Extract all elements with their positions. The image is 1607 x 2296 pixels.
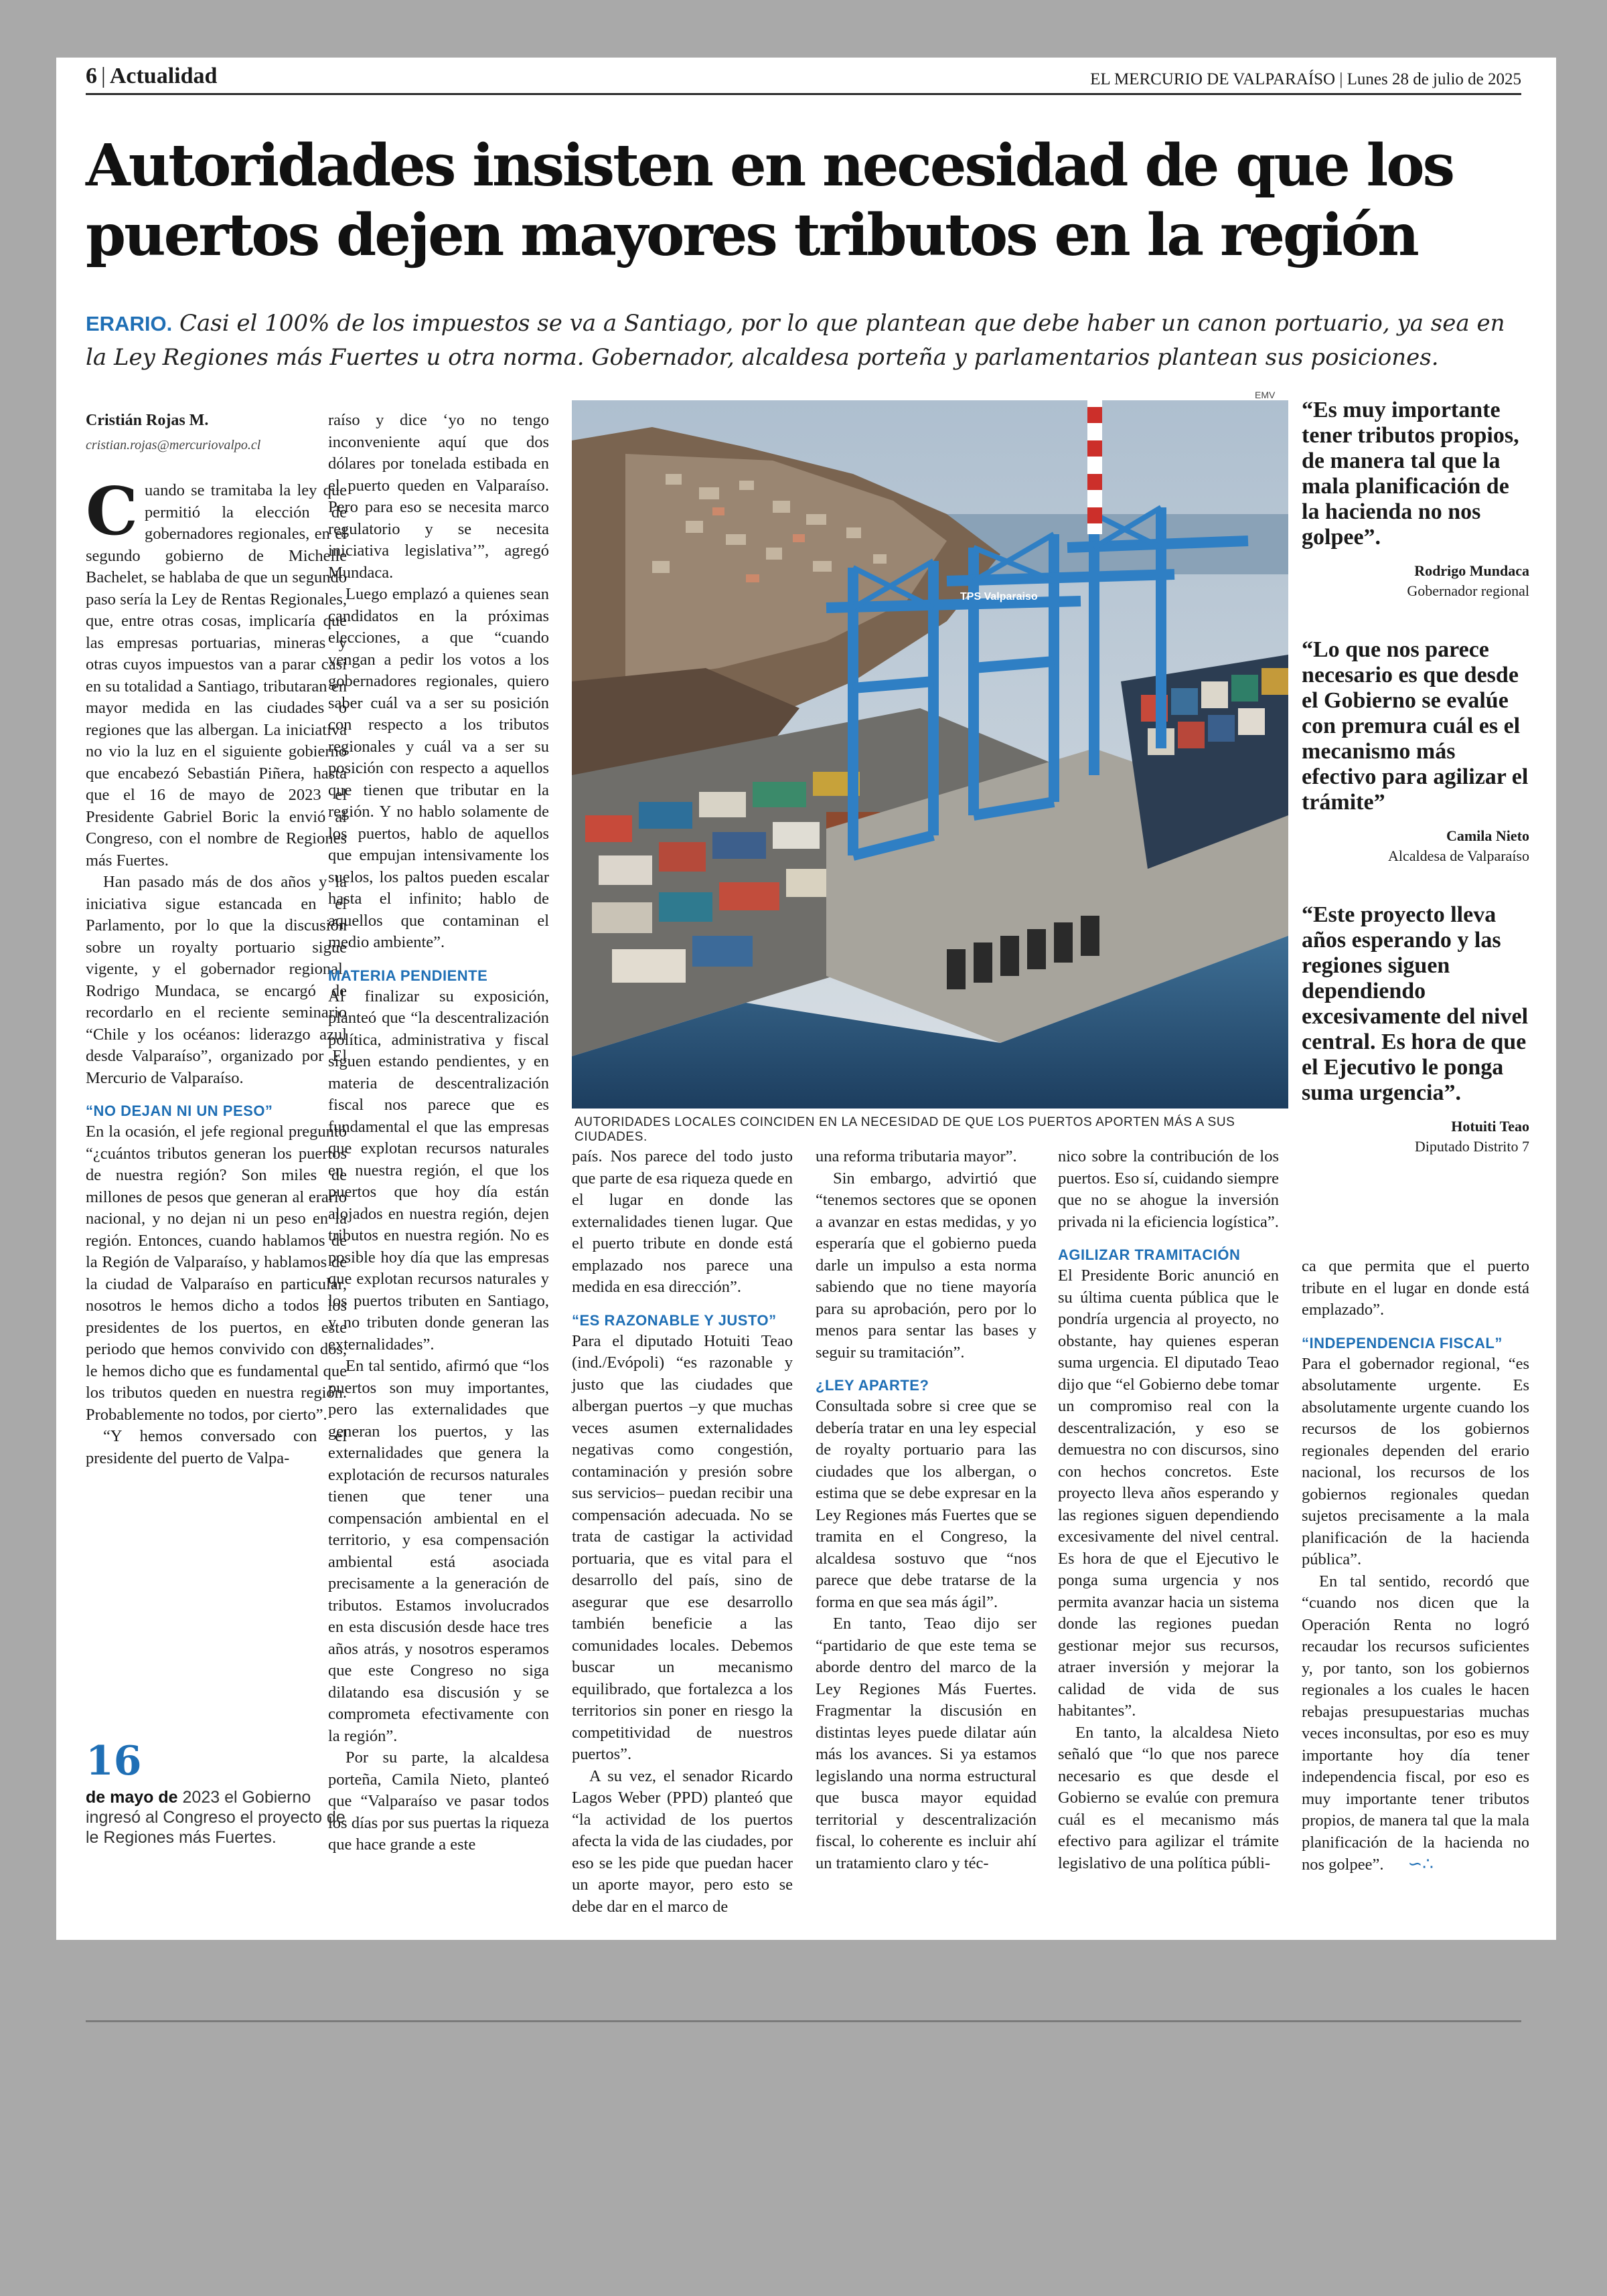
article-column-3 bbox=[572, 1146, 793, 1918]
paragraph: Cuando se tramitaba la ley que permitió la elección de gobernadores regionales, en el segundo gobierno de Michelle Bachelet, se hablaba de que un segundo paso sería la Ley de Rentas Regionales, que, entre otras cosas, implicaría que las empresas portuarias, mineras y otras cuyos impuestos van a parar casi en su totalidad a Santiago, tributaran en mayor medida en las ciudades o regiones que las albergan. La iniciativa no vio la luz en el siguiente gobierno que encabezó Sebastián Piñera, hasta que el 16 de mayo de 2023 el Presidente Gabriel Boric la envió al Congreso, con el nombre de Regiones más Fuertes. bbox=[86, 473, 347, 870]
paragraph: ca que permita que el puerto tribute en el lugar en donde está emplazado”. bbox=[1302, 1257, 1529, 1319]
article-column-6 bbox=[1302, 1256, 1529, 1876]
deck-kicker: ERARIO. bbox=[86, 312, 173, 335]
article-column-5 bbox=[1058, 1146, 1279, 1874]
page-header bbox=[86, 64, 1521, 95]
drop-cap: C bbox=[86, 473, 138, 550]
crane-lettering: TPS Valparaiso bbox=[960, 591, 1038, 602]
paragraph: Al finalizar su exposición, planteó que “la descentralización política, administrativa y fiscal siguen estando pendientes, y en materia de descentralización fiscal nos parece que es fundamental el que las empresas que explotan recursos naturales en nuestra región, el que los puertos que hoy día están alojados en nuestra región, dejen tributos en nuestra región. No es posible hoy día que las empresas que explotan recursos naturales y los puertos tributen en Santiago, y no tributen donde generan las externalidades”. bbox=[328, 987, 549, 1354]
quote-author: Camila Nieto bbox=[1446, 827, 1529, 844]
pull-quote bbox=[1302, 902, 1529, 1155]
paragraph: Para el gobernador regional, “es absolutamente urgente. Es absolutamente urgente cuando los recursos de los gobiernos regionales dependen del erario nacional, los recursos de los gobiernos regionales quedan sujetos precisamente a la mala planificación de la hacienda pública”. bbox=[1302, 1354, 1529, 1568]
port-illustration bbox=[572, 400, 1288, 1109]
paper-date: EL MERCURIO DE VALPARAÍSO | Lunes 28 de julio de 2025 bbox=[1090, 70, 1521, 88]
subheading: “ES RAZONABLE Y JUSTO” bbox=[572, 1311, 777, 1329]
subheading: AGILIZAR TRAMITACIÓN bbox=[1058, 1246, 1241, 1263]
end-of-article-icon: ∽∴ bbox=[1407, 1854, 1434, 1874]
deck-text: Casi el 100% de los impuestos se va a Santiago, por lo que plantean que debe haber un canon portuario, ya sea en la Ley Regiones más Fuertes u otra norma. Gobernador, alcaldesa porteña y parlamentarios plantean sus posiciones. bbox=[86, 310, 1505, 371]
quote-role: Alcaldesa de Valparaíso bbox=[1388, 847, 1529, 864]
chimney-stack bbox=[1087, 400, 1102, 534]
quote-author: Rodrigo Mundaca bbox=[1414, 562, 1529, 579]
pull-quote bbox=[1302, 398, 1529, 600]
paragraph: nico sobre la contribución de los puertos. Eso sí, cuidando siempre que no se ahogue la inversión privada ni la eficiencia logística”. bbox=[1058, 1147, 1279, 1231]
photo-caption: AUTORIDADES LOCALES COINCIDEN EN LA NECESIDAD DE QUE LOS PUERTOS APORTEN MÁS A SUS CIUDADES. bbox=[575, 1115, 1235, 1144]
subheading: “NO DEJAN NI UN PESO” bbox=[86, 1102, 273, 1119]
paragraph: En tal sentido, afirmó que “los puertos son muy importantes, pero las externalidades que generan los puertos, y las externalidades que genera la explotación de recursos naturales tienen que tener una compensación ambiental en el territorio, y esa compensación ambiental está asociada precisamente a la generación de tributos. Estamos involucrados en esta discusión desde hace tres años atrás, y nosotros esperamos que este Congreso no siga dilatando esa discusión y se comprometa efectivamente con la región”. bbox=[328, 1357, 549, 1745]
paragraph: Sin embargo, advirtió que “tenemos sectores que se oponen a avanzar en estas medidas, y yo esperaría que el gobierno pueda darle un impulso a esta norma sabiendo que no tiene mayoría para su aprobación, pero por lo menos para sentar las bases y seguir su tramitación”. bbox=[816, 1169, 1037, 1362]
paragraph: A su vez, el senador Ricardo Lagos Weber (PPD) planteó que “la actividad de los puertos afecta la vida de las ciudades, por eso se les pide que puedan hacer un aporte mayor, pero esto se debe dar en el marco de bbox=[572, 1767, 793, 1916]
fact-text: de mayo de 2023 el Gobierno ingresó al Congreso el proyecto de le Regiones más Fuertes. bbox=[86, 1788, 346, 1847]
paragraph: “Y hemos conversado con el presidente del puerto de Valpa- bbox=[86, 1427, 347, 1467]
paragraph: Para el diputado Hotuiti Teao (ind./Evópoli) “es razonable y justo que las ciudades que albergan puertos –y que muchas veces asumen externalidades negativas como congestión, contaminación y presión sobre sus servicios– puedan recibir una compensación adecuada. No se trata de castigar la actividad portuaria, que es vital para el desarrollo del país, sino de asegurar que ese desarrollo también beneficie a las comunidades locales. Debemos buscar un mecanismo equilibrado, que fortalezca a los territorios sin poner en riesgo la competitividad de nuestros puertos”. bbox=[572, 1331, 793, 1763]
pull-quote bbox=[1302, 637, 1529, 865]
quote-role: Gobernador regional bbox=[1407, 582, 1529, 599]
paragraph: Consultada sobre si cree que se debería tratar en una ley especial de royalty portuario para las ciudades que los albergan, o estima que se debe expresar en la Ley Regiones más Fuertes que se tramita en el Congreso, la alcaldesa sostuvo que “nos parece que debe tratarse de la forma en que sea más ágil”. bbox=[816, 1397, 1037, 1611]
paragraph: El Presidente Boric anunció en su última cuenta pública que le pondría urgencia al proyecto, no obstante, hay quienes esperan suma urgencia. El diputado Teao dijo que “el Gobierno debe tomar un compromiso real con la descentralización, y eso se demuestra no con discursos, sino con hechos concretos. Este proyecto lleva años esperando y las regiones siguen dependiendo excesivamente del nivel central. Es hora de que el Ejecutivo le ponga suma urgencia y nos permita avanzar hacia un sistema donde las regiones puedan gestionar mejor sus recursos, atraer inversión y mejorar la calidad de vida de sus habitantes”. bbox=[1058, 1266, 1279, 1720]
pull-quotes bbox=[1302, 398, 1529, 1193]
headline: Autoridades insisten en necesidad de que los puertos dejen mayores tributos en la región bbox=[86, 132, 1454, 269]
byline-author: Cristián Rojas M. bbox=[86, 412, 209, 429]
fact-number: 16 bbox=[86, 1738, 142, 1785]
subheading: MATERIA PENDIENTE bbox=[328, 967, 488, 984]
paragraph: raíso y dice ‘yo no tengo inconveniente aquí que dos dólares por tonelada estibada en el puerto queden en Valparaíso. Pero para eso se necesita marco regulatorio y se necesita iniciativa legislativa’”, agregó Mundaca. bbox=[328, 411, 549, 582]
quote-text: “Lo que nos parece necesario es que desde el Gobierno se evalúe con premura cuál es el mecanismo más efectivo para agilizar el trámite” bbox=[1302, 637, 1529, 815]
paragraph: En tanto, Teao dijo ser “partidario de que este tema se aborde dentro del marco de la Ley Regiones Más Fuertes. Fragmentar la discusión en distintas leyes puede dilatar aún más los avances. Si ya estamos legislando una norma estructural que busca mayor equidad territorial y descentralización fiscal, lo coherente es incluir ahí un tratamiento claro y téc- bbox=[816, 1615, 1037, 1872]
fact-box bbox=[86, 1739, 347, 1848]
bottom-rule bbox=[86, 2020, 1521, 2022]
paragraph: país. Nos parece del todo justo que parte de esa riqueza quede en el lugar en donde las externalidades tienen lugar. Que el puerto tribute en donde está emplazado nos parece una medida en esa dirección”. bbox=[572, 1147, 793, 1296]
paragraph: una reforma tributaria mayor”. bbox=[816, 1147, 1017, 1165]
paragraph: Han pasado más de dos años y la iniciativa sigue estancada en el Parlamento, por lo que la discusión sobre un royalty portuario sigue vigente, y el gobernador regional, Rodrigo Mundaca, se encargó de recordarlo en el reciente seminario “Chile y los océanos: liderazgo azul desde Valparaíso”, organizado por El Mercurio de Valparaíso. bbox=[86, 873, 347, 1087]
quote-text: “Es muy importante tener tributos propios, de manera tal que la mala planificación de la hacienda no nos golpee”. bbox=[1302, 398, 1519, 550]
byline-email: cristian.rojas@mercuriovalpo.cl bbox=[86, 437, 261, 453]
paragraph: Por su parte, la alcaldesa porteña, Camila Nieto, planteó que “Valparaíso ve pasar todos los días por sus puertas la riqueza que hace grande a este bbox=[328, 1748, 549, 1854]
quote-role: Diputado Distrito 7 bbox=[1414, 1138, 1529, 1155]
paragraph: En la ocasión, el jefe regional preguntó “¿cuántos tributos generan los puertos de nuestra región? Son miles de millones de pesos que generan al erario nacional, y no dejan ni un peso en la región. Entonces, cuando hablamos de la Región de Valparaíso, y hablamos de la ciudad de Valparaíso en particular, nosotros le hemos dicho a todos los presidentes de los puertos, en este periodo que hemos convivido con dos, le hemos dicho que es fundamental que los tributos queden en nuestra región. Probablemente no todos, por cierto”. bbox=[86, 1123, 347, 1424]
quote-text: “Este proyecto lleva años esperando y las regiones siguen dependiendo excesivamente del nivel central. Es hora de que el Ejecutivo le ponga suma urgencia”. bbox=[1302, 902, 1529, 1105]
quote-author: Hotuiti Teao bbox=[1451, 1118, 1529, 1135]
paragraph: En tal sentido, recordó que “cuando nos dicen que la Operación Renta no logró recaudar los recursos suficientes y, por tanto, son los gobiernos regionales a los cuales le hacen rebajas presupuestarias muchas veces inconsultas, por eso es muy importante hoy día tener independencia fiscal, por eso es muy importante tener tributos propios, de manera tal que la mala planificación de la hacienda no nos golpee”. ∽∴ bbox=[1302, 1571, 1529, 1876]
section-label: 6 | Actualidad bbox=[86, 64, 218, 88]
article-column-4 bbox=[816, 1146, 1037, 1874]
port-photo bbox=[572, 400, 1288, 1109]
article-column-2 bbox=[328, 410, 549, 1856]
paragraph: En tanto, la alcaldesa Nieto señaló que “lo que nos parece necesario es que desde el Gobierno se evalúe con premura cuál es el mecanismo más efectivo para agilizar el trámite legislativo de una política públi- bbox=[1058, 1723, 1279, 1872]
photo-credit: EMV bbox=[1255, 390, 1276, 400]
newspaper-page bbox=[56, 58, 1556, 1940]
subheading: ¿LEY APARTE? bbox=[816, 1377, 929, 1394]
paragraph: Luego emplazó a quienes sean candidatos en la próximas elecciones, a que “cuando vengan a pedir los votos a los gobernadores regionales, quiero saber cuál va a ser su posición con respecto a los tributos regionales y cuál va a ser su posición con respecto a aquellos que tienen que tributar en la región. Y no hablo solamente de los puertos, hablo de aquellos que empujan intensivamente los suelos, los paltos pueden escalar hasta el infinito; hablo de aquellos que contaminan el medio ambiente”. bbox=[328, 585, 549, 951]
deck bbox=[86, 307, 1525, 374]
subheading: “INDEPENDENCIA FISCAL” bbox=[1302, 1334, 1503, 1351]
article-column-1 bbox=[86, 410, 347, 1469]
page-number: 6 bbox=[86, 64, 97, 88]
section-name: Actualidad bbox=[109, 64, 218, 88]
